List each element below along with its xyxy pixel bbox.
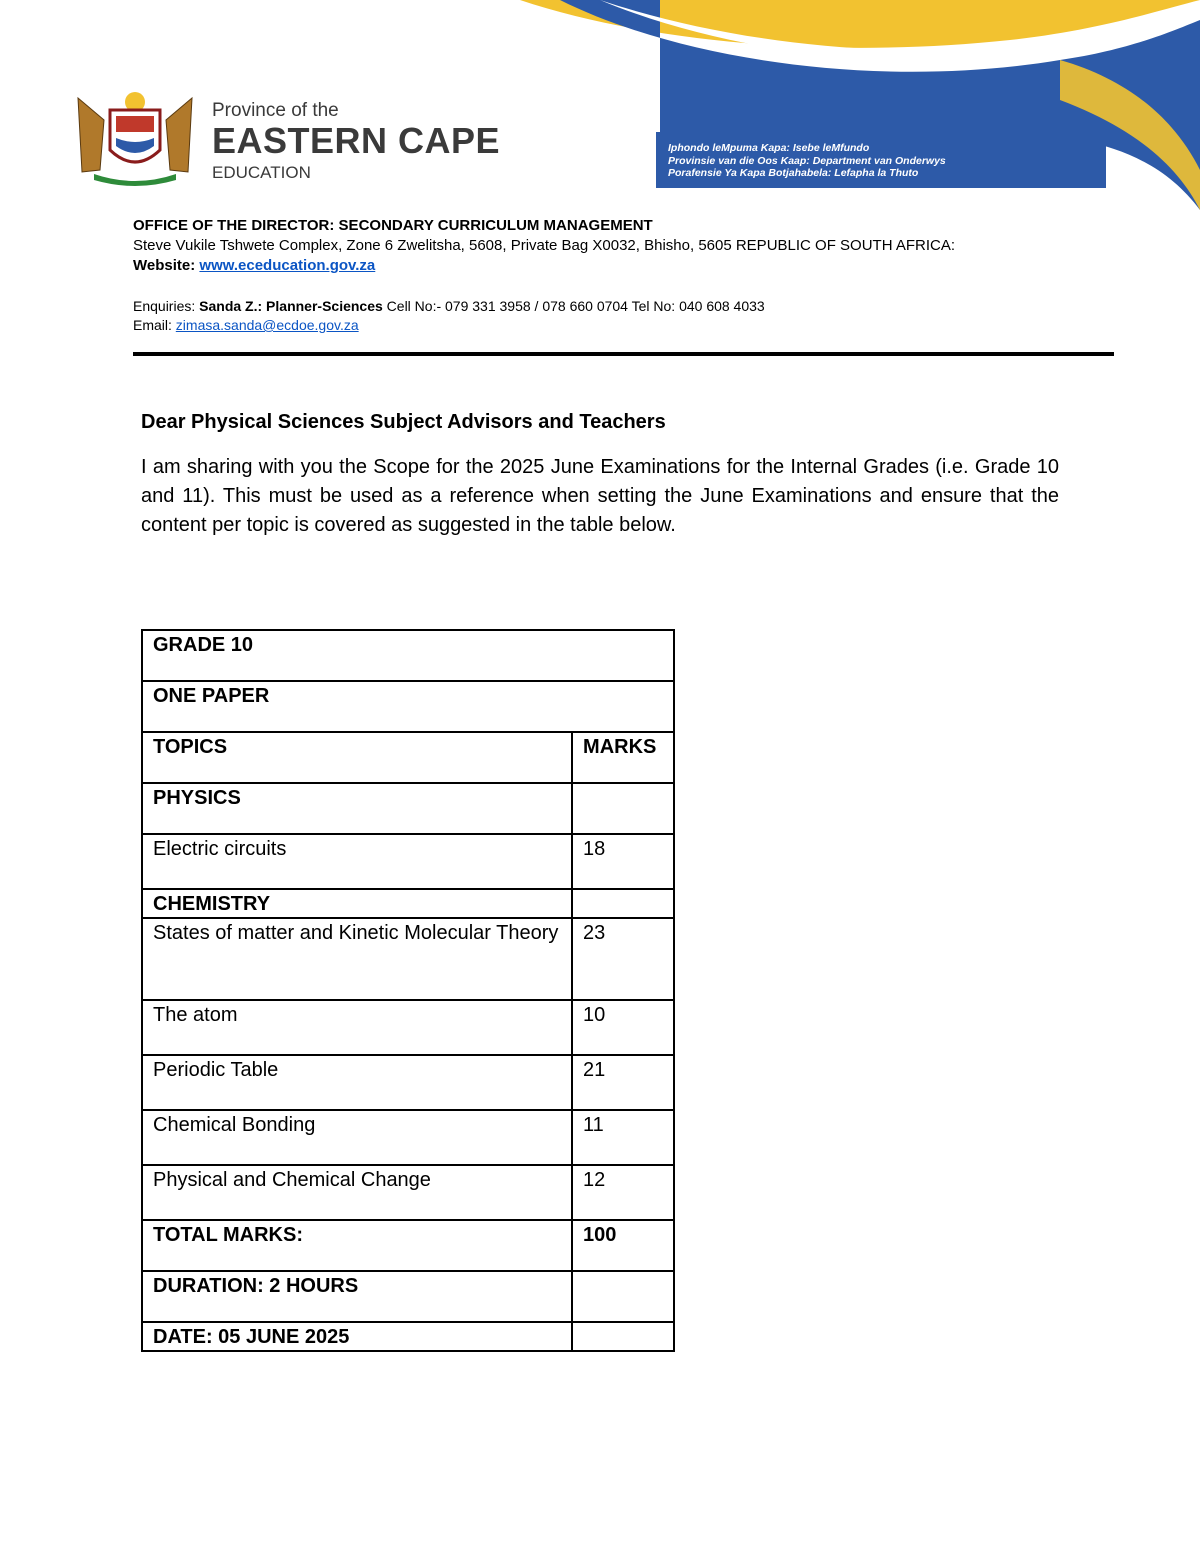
enquiries-label: Enquiries:: [133, 298, 196, 314]
topic-cell: The atom: [142, 1000, 572, 1055]
province-line-2: EASTERN CAPE: [212, 120, 501, 161]
empty-cell: [572, 783, 674, 834]
table-row-grade: [142, 630, 674, 681]
empty-cell: [572, 1322, 674, 1351]
table-header-row: [142, 732, 674, 783]
empty-cell: [572, 889, 674, 918]
topic-cell: Physical and Chemical Change: [142, 1165, 572, 1220]
header-divider: [133, 352, 1114, 356]
enquiries-block: [133, 297, 765, 335]
chemistry-heading: CHEMISTRY: [142, 889, 572, 918]
email-link[interactable]: zimasa.sanda@ecdoe.gov.za: [175, 317, 359, 333]
website-label: Website:: [133, 257, 196, 274]
table-row-paper: [142, 681, 674, 732]
marks-cell: 11: [572, 1110, 674, 1165]
table-row: [142, 1165, 674, 1220]
eastern-cape-coat-of-arms-logo: [64, 88, 206, 188]
tagline-xhosa: Iphondo leMpuma Kapa: Isebe leMfundo: [668, 142, 870, 154]
topic-cell: States of matter and Kinetic Molecular Theory: [142, 918, 572, 1000]
total-label: TOTAL MARKS:: [142, 1220, 572, 1271]
table-row: [142, 1055, 674, 1110]
grade-cell: GRADE 10: [142, 630, 674, 681]
total-row: [142, 1220, 674, 1271]
office-website-line: [133, 256, 1133, 276]
marks-cell: 12: [572, 1165, 674, 1220]
enquiries-numbers: Cell No:- 079 331 3958 / 078 660 0704 Tel No: 040 608 4033: [386, 298, 765, 314]
marks-cell: 21: [572, 1055, 674, 1110]
topic-cell: Chemical Bonding: [142, 1110, 572, 1165]
province-line-1: Province of the: [212, 100, 339, 121]
paper-cell: ONE PAPER: [142, 681, 674, 732]
letter-intro: I am sharing with you the Scope for the 2025 June Examinations for the Internal Grades (i.e. Grade 10 and 11). This must be used as a reference when setting the June Examinations and ensure that the content per topic is covered as suggested in the table below.: [141, 456, 1059, 536]
office-block: [133, 216, 1133, 276]
chemistry-heading-row: [142, 889, 674, 918]
marks-header: MARKS: [572, 732, 674, 783]
enquiries-line: [133, 297, 765, 316]
table-row: [142, 834, 674, 889]
province-wordmark: [212, 100, 500, 184]
exam-scope-table: [141, 629, 675, 1352]
date-row: [142, 1322, 674, 1351]
topic-cell: Periodic Table: [142, 1055, 572, 1110]
total-value: 100: [572, 1220, 674, 1271]
duration-row: [142, 1271, 674, 1322]
tagline-sesotho: Porafensie Ya Kapa Botjahabela: Lefapha la Thuto: [668, 167, 919, 179]
duration-cell: DURATION: 2 HOURS: [142, 1271, 572, 1322]
tagline-afrikaans: Provinsie van die Oos Kaap: Department van Onderwys: [668, 154, 946, 167]
enquiries-name: Sanda Z.: Planner-Sciences: [199, 298, 383, 314]
letter-greeting: Dear Physical Sciences Subject Advisors and Teachers: [141, 411, 666, 433]
table-row: [142, 1110, 674, 1165]
office-address: Steve Vukile Tshwete Complex, Zone 6 Zwelitsha, 5608, Private Bag X0032, Bhisho, 5605 REPUBLIC OF SOUTH AFRICA:: [133, 237, 956, 254]
marks-cell: 10: [572, 1000, 674, 1055]
province-line-3: EDUCATION: [212, 163, 311, 182]
office-title: OFFICE OF THE DIRECTOR: SECONDARY CURRICULUM MANAGEMENT: [133, 217, 653, 234]
email-label: Email:: [133, 317, 172, 333]
website-link[interactable]: www.eceducation.gov.za: [199, 257, 376, 274]
physics-heading: PHYSICS: [142, 783, 572, 834]
table-row: [142, 1000, 674, 1055]
department-tagline: [668, 142, 946, 180]
empty-cell: [572, 1271, 674, 1322]
physics-heading-row: [142, 783, 674, 834]
marks-cell: 18: [572, 834, 674, 889]
email-line: [133, 316, 765, 335]
date-cell: DATE: 05 JUNE 2025: [142, 1322, 572, 1351]
table-row: [142, 918, 674, 1000]
topics-header: TOPICS: [142, 732, 572, 783]
marks-cell: 23: [572, 918, 674, 1000]
topic-cell: Electric circuits: [142, 834, 572, 889]
